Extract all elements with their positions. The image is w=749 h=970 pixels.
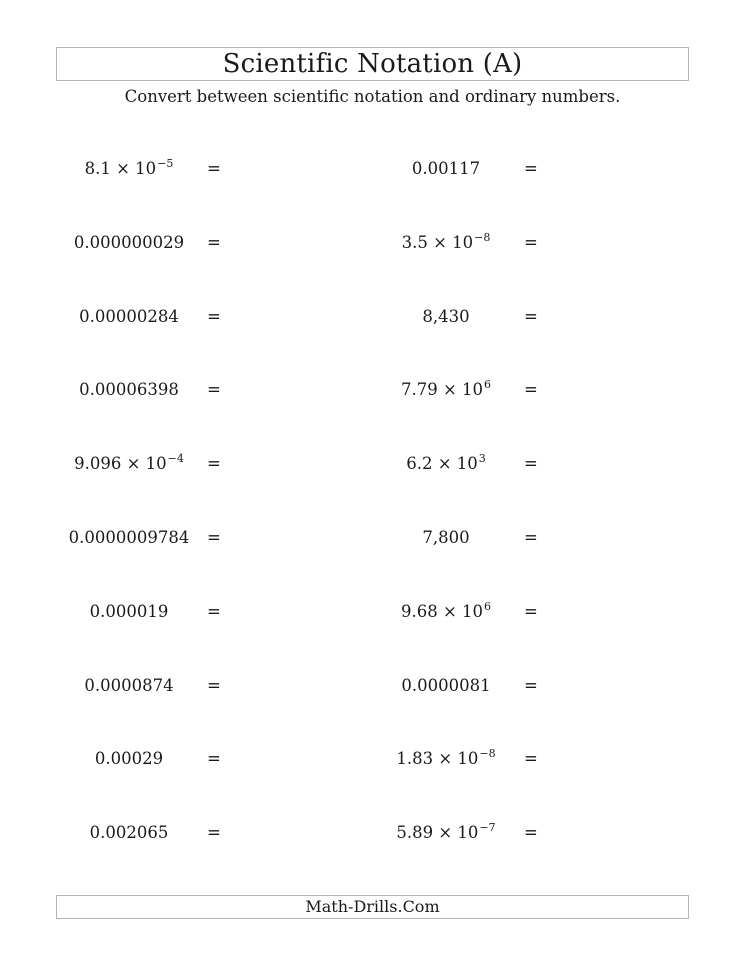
problem-expression-left: 0.002065 [89,823,169,842]
times-sign: × [438,749,453,768]
power-base: 10 [462,380,484,399]
equals-sign-right: = [524,233,538,252]
problem-row [0,671,749,701]
mantissa: 6.2 [406,454,433,473]
problem-expression-right [366,375,526,407]
exponent: −8 [479,747,496,760]
equals-sign-right: = [524,602,538,621]
power-base: 10 [145,454,167,473]
footer-box [56,895,689,919]
power-base: 10 [462,602,484,621]
equals-sign-left: = [207,749,221,768]
times-sign: × [442,380,457,399]
problem-row [0,523,749,553]
problem-expression-right [366,744,526,776]
times-sign: × [442,602,457,621]
power-base: 10 [456,454,478,473]
equals-sign-left: = [207,528,221,547]
problem-row [0,449,749,479]
problem-expression-right: 0.00117 [411,159,481,178]
power-base: 10 [135,159,157,178]
problem-expression-left [49,154,209,186]
equals-sign-right: = [524,749,538,768]
exponent: 3 [478,452,486,465]
problem-row [0,154,749,184]
problem-expression-right: 7,800 [422,528,470,547]
equals-sign-left: = [207,380,221,399]
mantissa: 9.096 [74,454,122,473]
problem-expression-left: 0.0000009784 [68,528,190,547]
problem-expression-right [366,597,526,629]
problem-row [0,744,749,774]
exponent: −4 [167,452,184,465]
times-sign: × [116,159,130,178]
mantissa: 7.79 [400,380,438,399]
mantissa: 1.83 [396,749,434,768]
equals-sign-left: = [207,159,221,178]
exponent: 6 [484,378,492,391]
problem-row [0,228,749,258]
footer-text: Math-Drills.Com [305,897,440,916]
problem-expression-right [366,449,526,481]
equals-sign-right: = [524,528,538,547]
equals-sign-right: = [524,380,538,399]
equals-sign-left: = [207,602,221,621]
times-sign: × [437,454,452,473]
power-base: 10 [457,823,479,842]
exponent: 6 [484,600,492,613]
equals-sign-left: = [207,823,221,842]
equals-sign-right: = [524,823,538,842]
mantissa: 8.1 [84,159,111,178]
problem-expression-left: 0.000019 [89,602,169,621]
problem-expression-right [366,818,526,850]
equals-sign-right: = [524,307,538,326]
problem-row [0,302,749,332]
problem-expression-left: 0.00029 [94,749,164,768]
equals-sign-left: = [207,307,221,326]
equals-sign-right: = [524,159,538,178]
exponent: −7 [479,821,496,834]
equals-sign-left: = [207,233,221,252]
power-base: 10 [452,233,474,252]
mantissa: 3.5 [401,233,428,252]
problem-expression-left: 0.0000874 [84,676,174,695]
power-base: 10 [457,749,479,768]
equals-sign-right: = [524,676,538,695]
mantissa: 5.89 [396,823,434,842]
problem-expression-right: 8,430 [422,307,470,326]
equals-sign-left: = [207,676,221,695]
times-sign: × [126,454,141,473]
exponent: −5 [157,157,174,170]
problem-expression-left: 0.00006398 [79,380,179,399]
problem-expression-right: 0.0000081 [401,676,491,695]
problem-row [0,818,749,848]
mantissa: 9.68 [400,602,438,621]
equals-sign-right: = [524,454,538,473]
times-sign: × [433,233,447,252]
times-sign: × [438,823,453,842]
problem-expression-left: 0.00000284 [79,307,179,326]
problem-expression-left [49,449,209,481]
problem-expression-left: 0.000000029 [73,233,185,252]
instructions: Convert between scientific notation and ordinary numbers. [124,87,621,106]
problem-expression-right [366,228,526,260]
problem-row [0,597,749,627]
exponent: −8 [474,231,491,244]
problem-row [0,375,749,405]
equals-sign-left: = [207,454,221,473]
page-title: Scientific Notation (A) [222,49,523,79]
